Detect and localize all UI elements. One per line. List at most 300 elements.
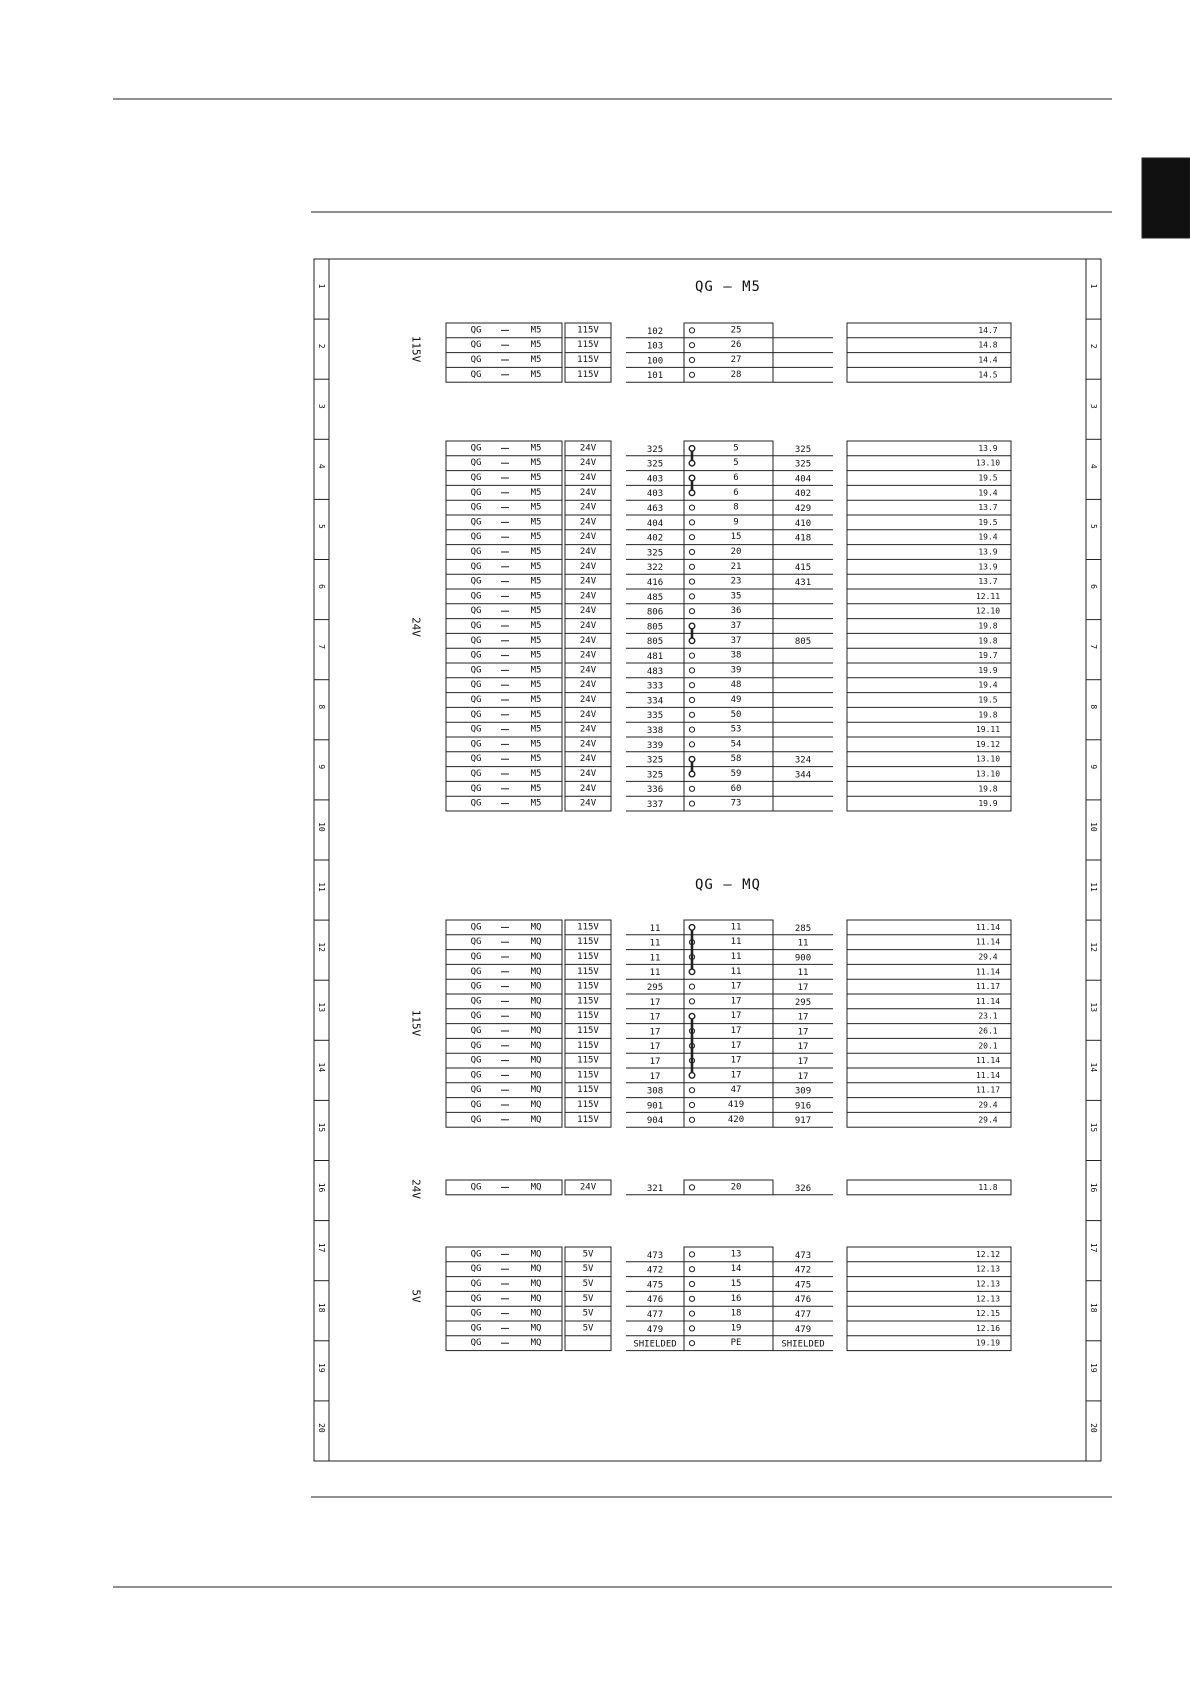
terminal-number: 58: [730, 754, 742, 765]
input-wire-number: 402: [646, 533, 664, 544]
block-title: QG – MQ: [694, 877, 762, 893]
panel-code: QG: [470, 1100, 482, 1110]
terminal-strip: [684, 1247, 773, 1351]
voltage-value: 24V: [579, 547, 597, 557]
page-reference: 12.10: [975, 606, 1001, 616]
terminal-group: [410, 323, 1012, 382]
page-reference: 26.1: [978, 1026, 998, 1036]
page-reference: 13.9: [978, 547, 998, 557]
device-code: M5: [530, 754, 542, 765]
input-wire-number: 485: [646, 592, 664, 603]
page-reference: 11.17: [975, 1085, 1001, 1095]
zone-number-right: 11: [1089, 882, 1098, 892]
jumper-end-icon: [689, 446, 695, 452]
output-wire-number: 295: [794, 997, 812, 1008]
zone-number-right: 12: [1089, 942, 1098, 952]
voltage-value: 24V: [579, 650, 597, 661]
terminal-row: [471, 577, 998, 589]
input-wire-number: 333: [646, 681, 664, 692]
page-reference: 11.8: [978, 1182, 998, 1192]
panel-code: QG: [470, 1085, 482, 1096]
page-reference: 19.8: [978, 710, 998, 720]
page-reference: 14.5: [978, 370, 998, 380]
panel-code: QG: [470, 724, 482, 735]
device-code: M5: [530, 783, 542, 794]
device-code: M5: [530, 355, 542, 365]
terminal-row: [471, 443, 998, 455]
page-reference: 13.10: [975, 754, 1001, 764]
terminal-number: 53: [730, 724, 742, 735]
input-wire-number: 335: [646, 711, 664, 722]
terminal-row: [471, 665, 998, 677]
terminal-number: 20: [730, 1182, 742, 1193]
page-reference: 29.4: [978, 952, 998, 962]
device-code: MQ: [530, 1182, 542, 1193]
terminal-group: [410, 1179, 1012, 1199]
device-code: MQ: [530, 1249, 542, 1260]
voltage-value: 24V: [579, 458, 597, 469]
voltage-value: 24V: [579, 769, 597, 779]
device-code: MQ: [530, 1055, 542, 1066]
voltage-value: 115V: [577, 1085, 599, 1096]
zone-number-left: 11: [317, 882, 326, 892]
output-wire-number: 325: [794, 444, 812, 455]
terminal-row: [471, 547, 998, 559]
page-reference: 19.19: [975, 1338, 1001, 1348]
panel-code: QG: [470, 937, 482, 948]
device-code: M5: [530, 724, 542, 735]
group-voltage-label: 24V: [409, 1179, 423, 1199]
device-code: MQ: [530, 1026, 542, 1036]
device-code: MQ: [530, 1264, 542, 1275]
page-reference: 19.7: [978, 651, 998, 661]
page-reference: 19.9: [978, 665, 998, 675]
page-reference: 19.8: [978, 784, 998, 794]
voltage-value: 24V: [579, 473, 597, 483]
input-wire-number: 11: [649, 938, 661, 949]
zone-number-right: 9: [1089, 764, 1098, 770]
voltage-value: 115V: [577, 952, 599, 962]
terminal-number: 37: [730, 635, 742, 646]
voltage-value: 24V: [579, 739, 597, 750]
device-code: M5: [530, 547, 542, 557]
voltage-value: 24V: [579, 724, 597, 735]
output-wire-number: 17: [797, 1012, 809, 1023]
device-code: M5: [530, 517, 542, 528]
terminal-number: 15: [730, 1279, 742, 1289]
page-reference: 19.4: [978, 680, 998, 690]
terminal-number: 419: [727, 1100, 745, 1110]
terminal-number: 420: [727, 1114, 745, 1125]
page-reference: 12.11: [975, 591, 1001, 601]
voltage-value: 115V: [577, 981, 599, 992]
input-wire-number: 901: [646, 1101, 664, 1112]
terminal-screw-icon: [689, 801, 694, 806]
page-reference: 14.8: [978, 340, 998, 350]
device-code: MQ: [530, 981, 542, 992]
page-reference: 11.14: [975, 967, 1001, 977]
voltage-value: 24V: [579, 695, 597, 705]
input-wire-number: 339: [646, 740, 664, 751]
page-reference: 13.9: [978, 443, 998, 453]
device-code: M5: [530, 473, 542, 483]
terminal-number: 9: [733, 517, 739, 528]
input-wire-number: 479: [646, 1324, 664, 1335]
voltage-value: 115V: [577, 1114, 599, 1125]
input-wire-number: 17: [649, 1027, 661, 1038]
device-code: M5: [530, 576, 542, 587]
device-code: MQ: [530, 922, 542, 933]
zone-number-left: 19: [317, 1363, 326, 1373]
terminal-number: 8: [733, 502, 739, 513]
terminal-number: 60: [730, 783, 742, 794]
terminal-number: 17: [730, 1011, 742, 1022]
terminal-screw-icon: [689, 328, 694, 333]
voltage-value: 115V: [577, 966, 599, 977]
jumper-end-icon: [689, 969, 695, 975]
page-reference: 13.7: [978, 503, 998, 513]
page-reference: 12.16: [975, 1323, 1001, 1333]
page-reference: 19.4: [978, 532, 998, 542]
terminal-row: [471, 1115, 998, 1127]
input-wire-number: 103: [646, 341, 664, 352]
page-reference: 13.10: [975, 458, 1001, 468]
panel-code: QG: [470, 665, 482, 676]
terminal-screw-icon: [689, 579, 694, 584]
input-wire-number: 102: [646, 326, 664, 337]
device-code: M5: [530, 532, 542, 543]
terminal-number: 47: [730, 1085, 742, 1096]
page-reference: 23.1: [978, 1011, 998, 1021]
terminal-row: [471, 1338, 1001, 1350]
input-wire-number: 336: [646, 785, 664, 796]
panel-code: QG: [470, 783, 482, 794]
voltage-value: 115V: [577, 1040, 599, 1051]
device-code: M5: [530, 709, 542, 720]
output-wire-number: 472: [794, 1265, 812, 1276]
terminal-screw-icon: [689, 372, 694, 377]
device-code: MQ: [530, 1338, 542, 1349]
panel-code: QG: [470, 473, 482, 483]
zone-number-right: 19: [1089, 1363, 1098, 1373]
output-wire-number: 326: [794, 1183, 812, 1194]
terminal-row: [471, 996, 1001, 1008]
terminal-screw-icon: [689, 564, 694, 569]
input-wire-number: 325: [646, 755, 664, 766]
terminal-strip: [684, 1180, 773, 1195]
zone-number-right: 1: [1089, 283, 1098, 289]
terminal-row: [471, 1182, 998, 1194]
voltage-value: 5V: [582, 1279, 594, 1289]
voltage-value: 24V: [579, 754, 597, 765]
section-tab: [1142, 158, 1190, 238]
zone-number-left: 7: [317, 644, 326, 650]
panel-code: QG: [470, 606, 482, 617]
device-code: M5: [530, 739, 542, 750]
voltage-value: 24V: [579, 576, 597, 587]
jumper-end-icon: [689, 475, 695, 481]
zone-number-left: 8: [317, 704, 326, 710]
output-wire-number: 344: [794, 770, 812, 781]
output-wire-number: 17: [797, 1057, 809, 1067]
page-reference: 19.4: [978, 488, 998, 498]
device-code: M5: [530, 650, 542, 661]
device-code: M5: [530, 665, 542, 676]
terminal-row: [471, 503, 998, 515]
device-code: MQ: [530, 966, 542, 977]
page-reference: 19.5: [978, 695, 998, 705]
device-code: M5: [530, 591, 542, 602]
terminal-number: 37: [730, 621, 742, 631]
voltage-value: 115V: [577, 922, 599, 933]
page-reference: 19.12: [975, 739, 1001, 749]
terminal-row: [471, 725, 1001, 737]
panel-code: QG: [470, 576, 482, 587]
output-wire-number: 17: [797, 1027, 809, 1038]
zone-number-left: 20: [317, 1423, 326, 1433]
panel-code: QG: [470, 739, 482, 750]
output-wire-number: 477: [794, 1310, 812, 1320]
terminal-block-2: [410, 877, 1012, 1351]
zone-number-left: 5: [317, 524, 326, 529]
output-wire-number: 476: [794, 1295, 812, 1306]
input-wire-number: 403: [646, 489, 664, 500]
page-reference: 12.13: [975, 1264, 1001, 1274]
panel-code: QG: [470, 1114, 482, 1125]
terminal-row: [471, 695, 998, 707]
panel-code: QG: [470, 487, 482, 498]
voltage-value: 115V: [577, 369, 599, 380]
terminal-row: [471, 1056, 1001, 1068]
terminal-number: 48: [730, 680, 742, 691]
terminal-screw-icon: [689, 1088, 694, 1093]
terminal-screw-icon: [689, 357, 694, 362]
page-reference: 19.8: [978, 636, 998, 646]
terminal-row: [471, 517, 998, 529]
voltage-value: 24V: [579, 532, 597, 543]
output-wire-number: 404: [794, 474, 812, 485]
input-wire-number: 17: [649, 1071, 661, 1082]
device-code: M5: [530, 798, 542, 809]
input-wire-number: 403: [646, 474, 664, 485]
zone-number-right: 14: [1089, 1062, 1098, 1073]
zone-number-right: 6: [1089, 584, 1098, 589]
terminal-number: 6: [733, 473, 739, 483]
input-wire-number: 475: [646, 1280, 664, 1291]
panel-code: QG: [470, 981, 482, 992]
zone-number-left: 12: [317, 942, 326, 952]
voltage-value: 115V: [577, 937, 599, 948]
input-wire-number: 325: [646, 444, 664, 455]
page-reference: 20.1: [978, 1041, 998, 1051]
panel-code: QG: [470, 1323, 482, 1334]
panel-code: QG: [470, 547, 482, 557]
input-wire-number: 477: [646, 1310, 664, 1320]
terminal-screw-icon: [689, 505, 694, 510]
terminal-number: 21: [730, 561, 742, 572]
terminal-number: 73: [730, 798, 742, 809]
panel-code: QG: [470, 1308, 482, 1319]
terminal-number: 36: [730, 606, 742, 617]
terminal-screw-icon: [689, 1281, 694, 1286]
input-wire-number: 321: [646, 1183, 664, 1194]
block-title: QG – M5: [694, 279, 762, 295]
device-code: M5: [530, 502, 542, 513]
input-wire-number: 805: [646, 622, 664, 633]
device-code: MQ: [530, 1040, 542, 1051]
terminal-number: 26: [730, 340, 742, 351]
terminal-group: [410, 920, 1012, 1127]
voltage-value: 24V: [579, 798, 597, 809]
zone-number-left: 13: [317, 1002, 326, 1013]
voltage-value: 115V: [577, 325, 599, 336]
input-wire-number: 325: [646, 548, 664, 559]
terminal-screw-icon: [689, 683, 694, 688]
panel-code: QG: [470, 709, 482, 720]
input-wire-number: 100: [646, 356, 664, 367]
zone-number-right: 4: [1089, 463, 1098, 469]
output-wire-number: 916: [794, 1101, 812, 1112]
terminal-row: [471, 922, 1001, 934]
page-reference: 13.10: [975, 769, 1001, 779]
terminal-row: [471, 680, 998, 692]
page-reference: 12.12: [975, 1249, 1001, 1259]
input-wire-number: SHIELDED: [633, 1339, 677, 1350]
terminal-number: 15: [730, 532, 742, 543]
terminal-screw-icon: [689, 343, 694, 348]
input-wire-number: 295: [646, 983, 664, 993]
terminal-row: [471, 1249, 1001, 1261]
voltage-value: 24V: [579, 680, 597, 691]
panel-code: QG: [470, 1293, 482, 1304]
page-reference: 19.5: [978, 517, 998, 527]
zone-number-right: 2: [1089, 343, 1098, 349]
terminal-number: 19: [730, 1323, 742, 1334]
terminal-row: [471, 1100, 998, 1112]
terminal-number: 17: [730, 981, 742, 992]
panel-code: QG: [470, 458, 482, 469]
input-wire-number: 472: [646, 1265, 664, 1276]
input-wire-number: 11: [649, 968, 661, 979]
terminal-screw-icon: [689, 1267, 694, 1272]
input-wire-number: 416: [646, 578, 664, 588]
terminal-number: 11: [730, 966, 742, 977]
terminal-row: [471, 952, 998, 964]
device-code: MQ: [530, 1085, 542, 1096]
terminal-number: 13: [730, 1249, 742, 1260]
terminal-number: 35: [730, 591, 742, 602]
output-wire-number: 805: [794, 637, 812, 648]
input-wire-number: 322: [646, 563, 664, 574]
device-code: MQ: [530, 1323, 542, 1334]
output-wire-number: 11: [797, 938, 809, 949]
terminal-row: [471, 1085, 1001, 1097]
panel-code: QG: [470, 591, 482, 602]
terminal-screw-icon: [689, 712, 694, 717]
terminal-screw-icon: [689, 653, 694, 658]
terminal-row: [471, 473, 998, 485]
device-code: MQ: [530, 1308, 542, 1319]
zone-number-left: 17: [317, 1242, 326, 1253]
terminal-number: PE: [730, 1338, 742, 1349]
device-code: MQ: [530, 1070, 542, 1081]
panel-code: QG: [470, 561, 482, 572]
terminal-number: 23: [730, 576, 742, 587]
device-code: M5: [530, 621, 542, 631]
panel-code: QG: [470, 922, 482, 933]
group-voltage-label: 115V: [409, 335, 423, 363]
jumper-end-icon: [689, 1073, 695, 1079]
terminal-row: [471, 370, 998, 382]
device-code: M5: [530, 369, 542, 380]
terminal-screw-icon: [689, 1102, 694, 1107]
voltage-value: 115V: [577, 1070, 599, 1081]
output-wire-number: 324: [794, 755, 812, 766]
voltage-value: 24V: [579, 591, 597, 602]
page-reference: 29.4: [978, 1115, 998, 1125]
zone-number-left: 10: [317, 822, 326, 832]
group-voltage-label: 24V: [409, 617, 423, 637]
output-wire-number: 402: [794, 489, 812, 500]
terminal-number: 38: [730, 650, 742, 661]
voltage-value: 24V: [579, 665, 597, 676]
panel-code: QG: [470, 1040, 482, 1051]
output-wire-number: 410: [794, 518, 812, 529]
output-wire-number: 17: [797, 1042, 809, 1053]
terminal-number: 25: [730, 325, 742, 336]
voltage-value: 24V: [579, 709, 597, 720]
terminal-number: 17: [730, 1055, 742, 1066]
panel-code: QG: [470, 1338, 482, 1349]
panel-code: QG: [470, 355, 482, 365]
terminal-row: [471, 754, 1001, 766]
input-wire-number: 481: [646, 652, 664, 662]
terminal-number: 18: [730, 1308, 742, 1319]
panel-code: QG: [470, 517, 482, 528]
terminal-row: [471, 982, 1001, 994]
zone-number-left: 6: [317, 584, 326, 589]
zone-number-left: 9: [317, 764, 326, 770]
output-wire-number: 479: [794, 1324, 812, 1335]
device-code: MQ: [530, 1100, 542, 1110]
terminal-group: [410, 441, 1012, 811]
input-wire-number: 308: [646, 1086, 664, 1097]
page-reference: 19.5: [978, 473, 998, 483]
panel-code: QG: [470, 650, 482, 661]
voltage-value: 115V: [577, 996, 599, 1007]
terminal-row: [471, 340, 998, 352]
input-wire-number: 473: [646, 1250, 664, 1261]
device-code: MQ: [530, 1114, 542, 1125]
page-reference: 19.11: [975, 725, 1001, 735]
terminal-row: [471, 325, 998, 337]
output-wire-number: 285: [794, 923, 812, 934]
input-wire-number: 17: [649, 1057, 661, 1067]
input-wire-number: 337: [646, 800, 664, 810]
panel-code: QG: [470, 798, 482, 809]
input-wire-number: 11: [649, 953, 661, 964]
terminal-row: [471, 532, 998, 544]
page-reference: 19.8: [978, 621, 998, 631]
jumper-end-icon: [689, 460, 695, 466]
terminal-row: [471, 1264, 1001, 1276]
input-wire-number: 17: [649, 997, 661, 1008]
input-wire-number: 325: [646, 770, 664, 781]
input-wire-number: 463: [646, 504, 664, 514]
terminal-row: [471, 799, 998, 811]
voltage-value: 5V: [582, 1264, 594, 1275]
terminal-number: 5: [733, 458, 739, 469]
